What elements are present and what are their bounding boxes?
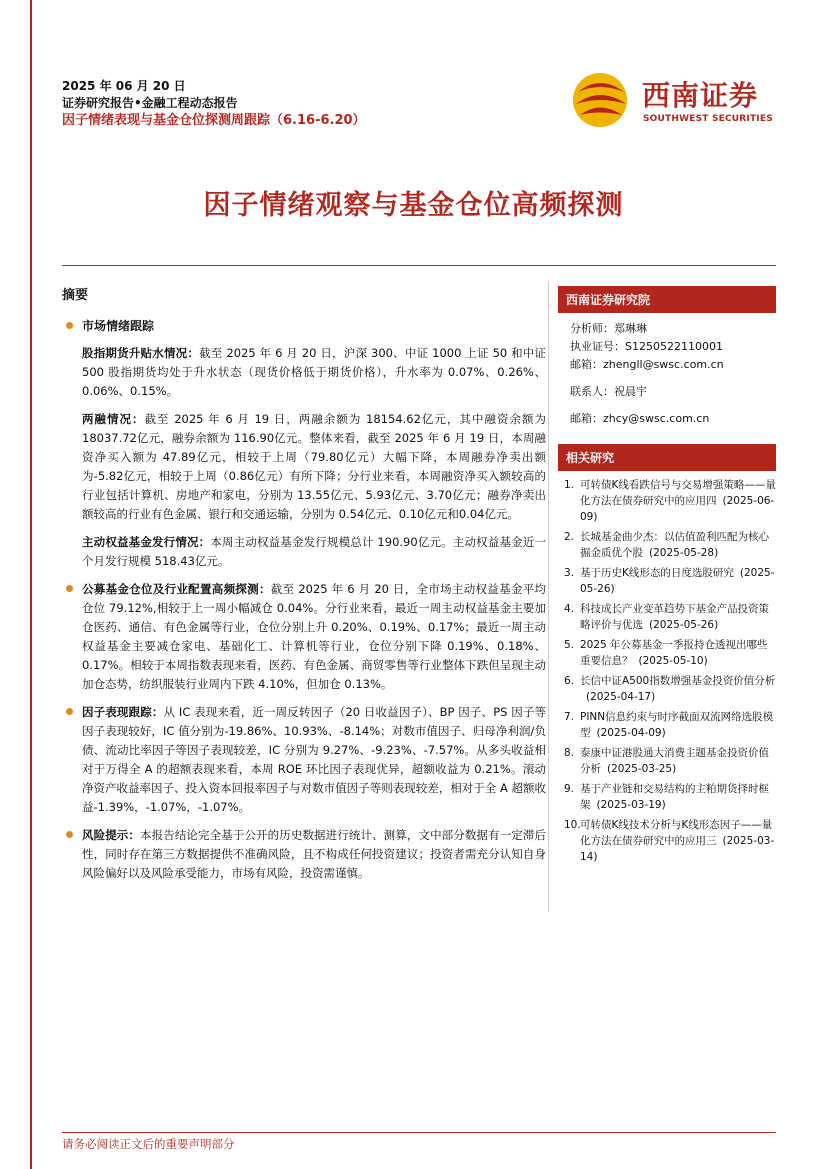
- related-item[interactable]: [558, 709, 776, 741]
- contact-label: 联系人：: [570, 385, 614, 398]
- related-item-date: (2025-05-28): [649, 547, 719, 559]
- related-item-date: (2025-04-17): [586, 691, 656, 703]
- related-research-list: [558, 477, 776, 865]
- report-title: 因子情绪观察与基金仓位高频探测: [203, 190, 624, 221]
- factor-paragraph: [62, 703, 546, 817]
- report-date: 2025 年 06 月 20 日: [62, 79, 186, 93]
- related-item-number: 8.: [564, 747, 575, 759]
- abstract-column: [62, 284, 546, 892]
- logo-emblem-icon: [570, 70, 634, 130]
- contact-email-row: [570, 410, 764, 428]
- footer-divider: [62, 1132, 776, 1133]
- related-item-number: 3.: [564, 567, 575, 579]
- report-header: [62, 78, 366, 129]
- margin-text: 截至 2025 年 6 月 19 日，两融余额为 18154.62亿元，其中融资余额为 18037.72亿元，融券余额为 116.90亿元。整体来看，截至 2025 年 6 月 19 日，本周融资净买入额为 47.89亿元，相较于上周（79.80亿元）大幅下降，本周融券净卖出额为-5.82亿元，相较于上周（0.86亿元）有所下降；分行业来看，本周融资净买入额较高的行业包括计算机、房地产和家电，分别为 13.55亿元、5.93亿元、3.70亿元；融券净卖出额较高的行业有色金属、银行和交通运输，分别为 0.54亿元、0.10亿元和0.04亿元。: [82, 412, 546, 521]
- email-row: [570, 356, 764, 374]
- logo-text-en: SOUTHWEST SECURITIES: [643, 114, 773, 124]
- abstract-heading: 摘要: [62, 288, 89, 303]
- risk-label: 风险提示：: [82, 828, 141, 842]
- company-logo: [570, 70, 780, 130]
- email-label: 邮箱：: [570, 358, 603, 371]
- active-funds-paragraph: [62, 533, 546, 571]
- related-item-date: (2025-03-14): [580, 835, 775, 863]
- related-item-title: 泰康中证港股通大消费主题基金投资价值分析: [580, 747, 769, 775]
- related-item-date: (2025-05-26): [580, 567, 775, 595]
- related-item-number: 5.: [564, 639, 575, 651]
- cert-number: S1250522110001: [625, 340, 723, 353]
- related-item[interactable]: [558, 477, 776, 525]
- related-item-date: (2025-04-09): [596, 727, 666, 739]
- related-item-date: (2025-05-26): [649, 619, 719, 631]
- sidebar: [558, 286, 776, 869]
- related-item-date: (2025-03-19): [596, 799, 666, 811]
- related-item-date: (2025-03-25): [607, 763, 677, 775]
- related-item[interactable]: [558, 637, 776, 669]
- related-item-title: 可转债K线看跌信号与交易增强策略——量化方法在债券研究中的应用四: [580, 479, 776, 507]
- margin-paragraph: [62, 410, 546, 524]
- contact-email[interactable]: zhcy@swsc.com.cn: [603, 412, 710, 425]
- header-divider: [62, 265, 776, 266]
- logo-text-cn: 西南证券: [642, 79, 759, 112]
- margin-label: 两融情况：: [82, 412, 145, 426]
- related-item[interactable]: [558, 673, 776, 705]
- fund-position-label: 公募基金仓位及行业配置高频探测：: [82, 582, 271, 596]
- analyst-name: 郑琳琳: [614, 322, 647, 335]
- column-divider: [548, 282, 549, 912]
- related-item-title: PINN信息约束与时序截面双流网络选股模型: [580, 711, 774, 739]
- contact-row: [570, 383, 764, 401]
- related-item-number: 1.: [564, 479, 575, 491]
- market-section-heading: 市场情绪跟踪: [62, 317, 546, 334]
- related-item-number: 2.: [564, 531, 575, 543]
- left-margin-rule: [30, 0, 32, 1169]
- contact-email-label: 邮箱：: [570, 412, 603, 425]
- related-item-number: 9.: [564, 783, 575, 795]
- cert-label: 执业证号：: [570, 340, 625, 353]
- related-item-title: 2025 年公募基金一季报持仓透视出哪些重要信息？: [580, 639, 768, 667]
- related-item-date: (2025-05-10): [638, 655, 708, 667]
- futures-paragraph: [62, 344, 546, 401]
- related-item[interactable]: [558, 817, 776, 865]
- cert-row: [570, 338, 764, 356]
- futures-label: 股指期货升贴水情况：: [82, 346, 200, 360]
- analyst-row: [570, 320, 764, 338]
- fund-position-text: 截至 2025 年 6 月 20 日，全市场主动权益基金平均仓位 79.12%,相较于上一周小幅减仓 0.04%。分行业来看，最近一周主动权益基金主要加仓医药、通信、有色金属等行业，仓位分别上升 0.20%、0.19%、0.17%；最近一周主动权益基金主要减仓家电、基础化工、计算机等行业，仓位分别下降 0.19%、0.18%、0.17%。相较于本周指数表现来看，医药、有色金属、商贸零售等行业整体下跌但呈现主动加仓态势，纺织服装行业周内下跌 4.10%，但加仓 0.13%。: [82, 582, 546, 691]
- related-item-number: 7.: [564, 711, 575, 723]
- related-item[interactable]: [558, 565, 776, 597]
- active-funds-label: 主动权益基金发行情况：: [82, 535, 211, 549]
- footer-disclaimer: 请务必阅读正文后的重要声明部分: [62, 1137, 235, 1151]
- related-item[interactable]: [558, 781, 776, 813]
- related-item-date: (2025-06-09): [580, 495, 775, 523]
- related-item-title: 长城基金曲少杰：以估值盈利匹配为核心掘金质优个股: [580, 531, 769, 559]
- fund-position-paragraph: [62, 580, 546, 694]
- related-item-title: 长信中证A500指数增强基金投资价值分析: [580, 675, 776, 687]
- risk-paragraph: [62, 826, 546, 883]
- related-item-number: 4.: [564, 603, 575, 615]
- related-item[interactable]: [558, 601, 776, 633]
- futures-text: 截至 2025 年 6 月 20 日，沪深 300、中证 1000 上证 50 和中证 500 股指期货均处于升水状态（现货价格低于期货价格），升水率为 0.07%、0.26%、0.06%、0.15%。: [82, 346, 547, 398]
- related-item-number: 6.: [564, 675, 575, 687]
- factor-text: 从 IC 表现来看，近一周反转因子（20 日收益因子）、BP 因子、PS 因子等因子表现较好，IC 值分别为-19.86%、10.93%、-8.14%；对数市值因子、归母净利润/负债、流动比率因子等因子表现较差，IC 分别为 9.27%、-9.23%、-7.57%。从多头收益相对于万得全 A 的超额表现来看，本周 ROE 环比因子表现优异，超额收益为 0.21%。滚动净资产收益率因子、投入资本回报率因子与对数市值因子等则表现较差，相对于全 A 超额收益-1.39%，-1.07%，-1.07%。: [82, 705, 547, 814]
- institute-heading: 西南证券研究院: [558, 286, 776, 313]
- contact-name: 祝晨宇: [614, 385, 647, 398]
- related-item-number: 10.: [564, 819, 581, 831]
- related-item-title: 基于产业链和交易结构的主粕期货择时框架: [580, 783, 769, 811]
- related-item[interactable]: [558, 745, 776, 777]
- factor-label: 因子表现跟踪：: [82, 705, 164, 719]
- active-funds-text: 本周主动权益基金发行规模总计 190.90亿元。主动权益基金近一个月发行规模 518.43亿元。: [82, 535, 546, 568]
- related-item[interactable]: [558, 529, 776, 561]
- analyst-label: 分析师：: [570, 322, 614, 335]
- risk-text: 本报告结论完全基于公开的历史数据进行统计、测算，文中部分数据有一定滞后性，同时存在第三方数据提供不准确风险，且不构成任何投资建议；投资者需充分认知自身风险偏好以及风险承受能力，市场有风险，投资需谨慎。: [82, 828, 546, 880]
- related-item-title: 可转债K线技术分析与K线形态因子——量化方法在债券研究中的应用三: [580, 819, 773, 847]
- report-subtitle: 因子情绪表现与基金仓位探测周跟踪（6.16-6.20）: [62, 113, 366, 128]
- related-item-title: 科技成长产业变革趋势下基金产品投资策略评价与优选: [580, 603, 769, 631]
- related-heading: 相关研究: [558, 444, 776, 471]
- analyst-info: [558, 313, 776, 428]
- related-item-title: 基于历史K线形态的日度选股研究: [580, 567, 734, 579]
- report-category: 证券研究报告•金融工程动态报告: [62, 96, 238, 110]
- analyst-email[interactable]: zhengll@swsc.com.cn: [603, 358, 724, 371]
